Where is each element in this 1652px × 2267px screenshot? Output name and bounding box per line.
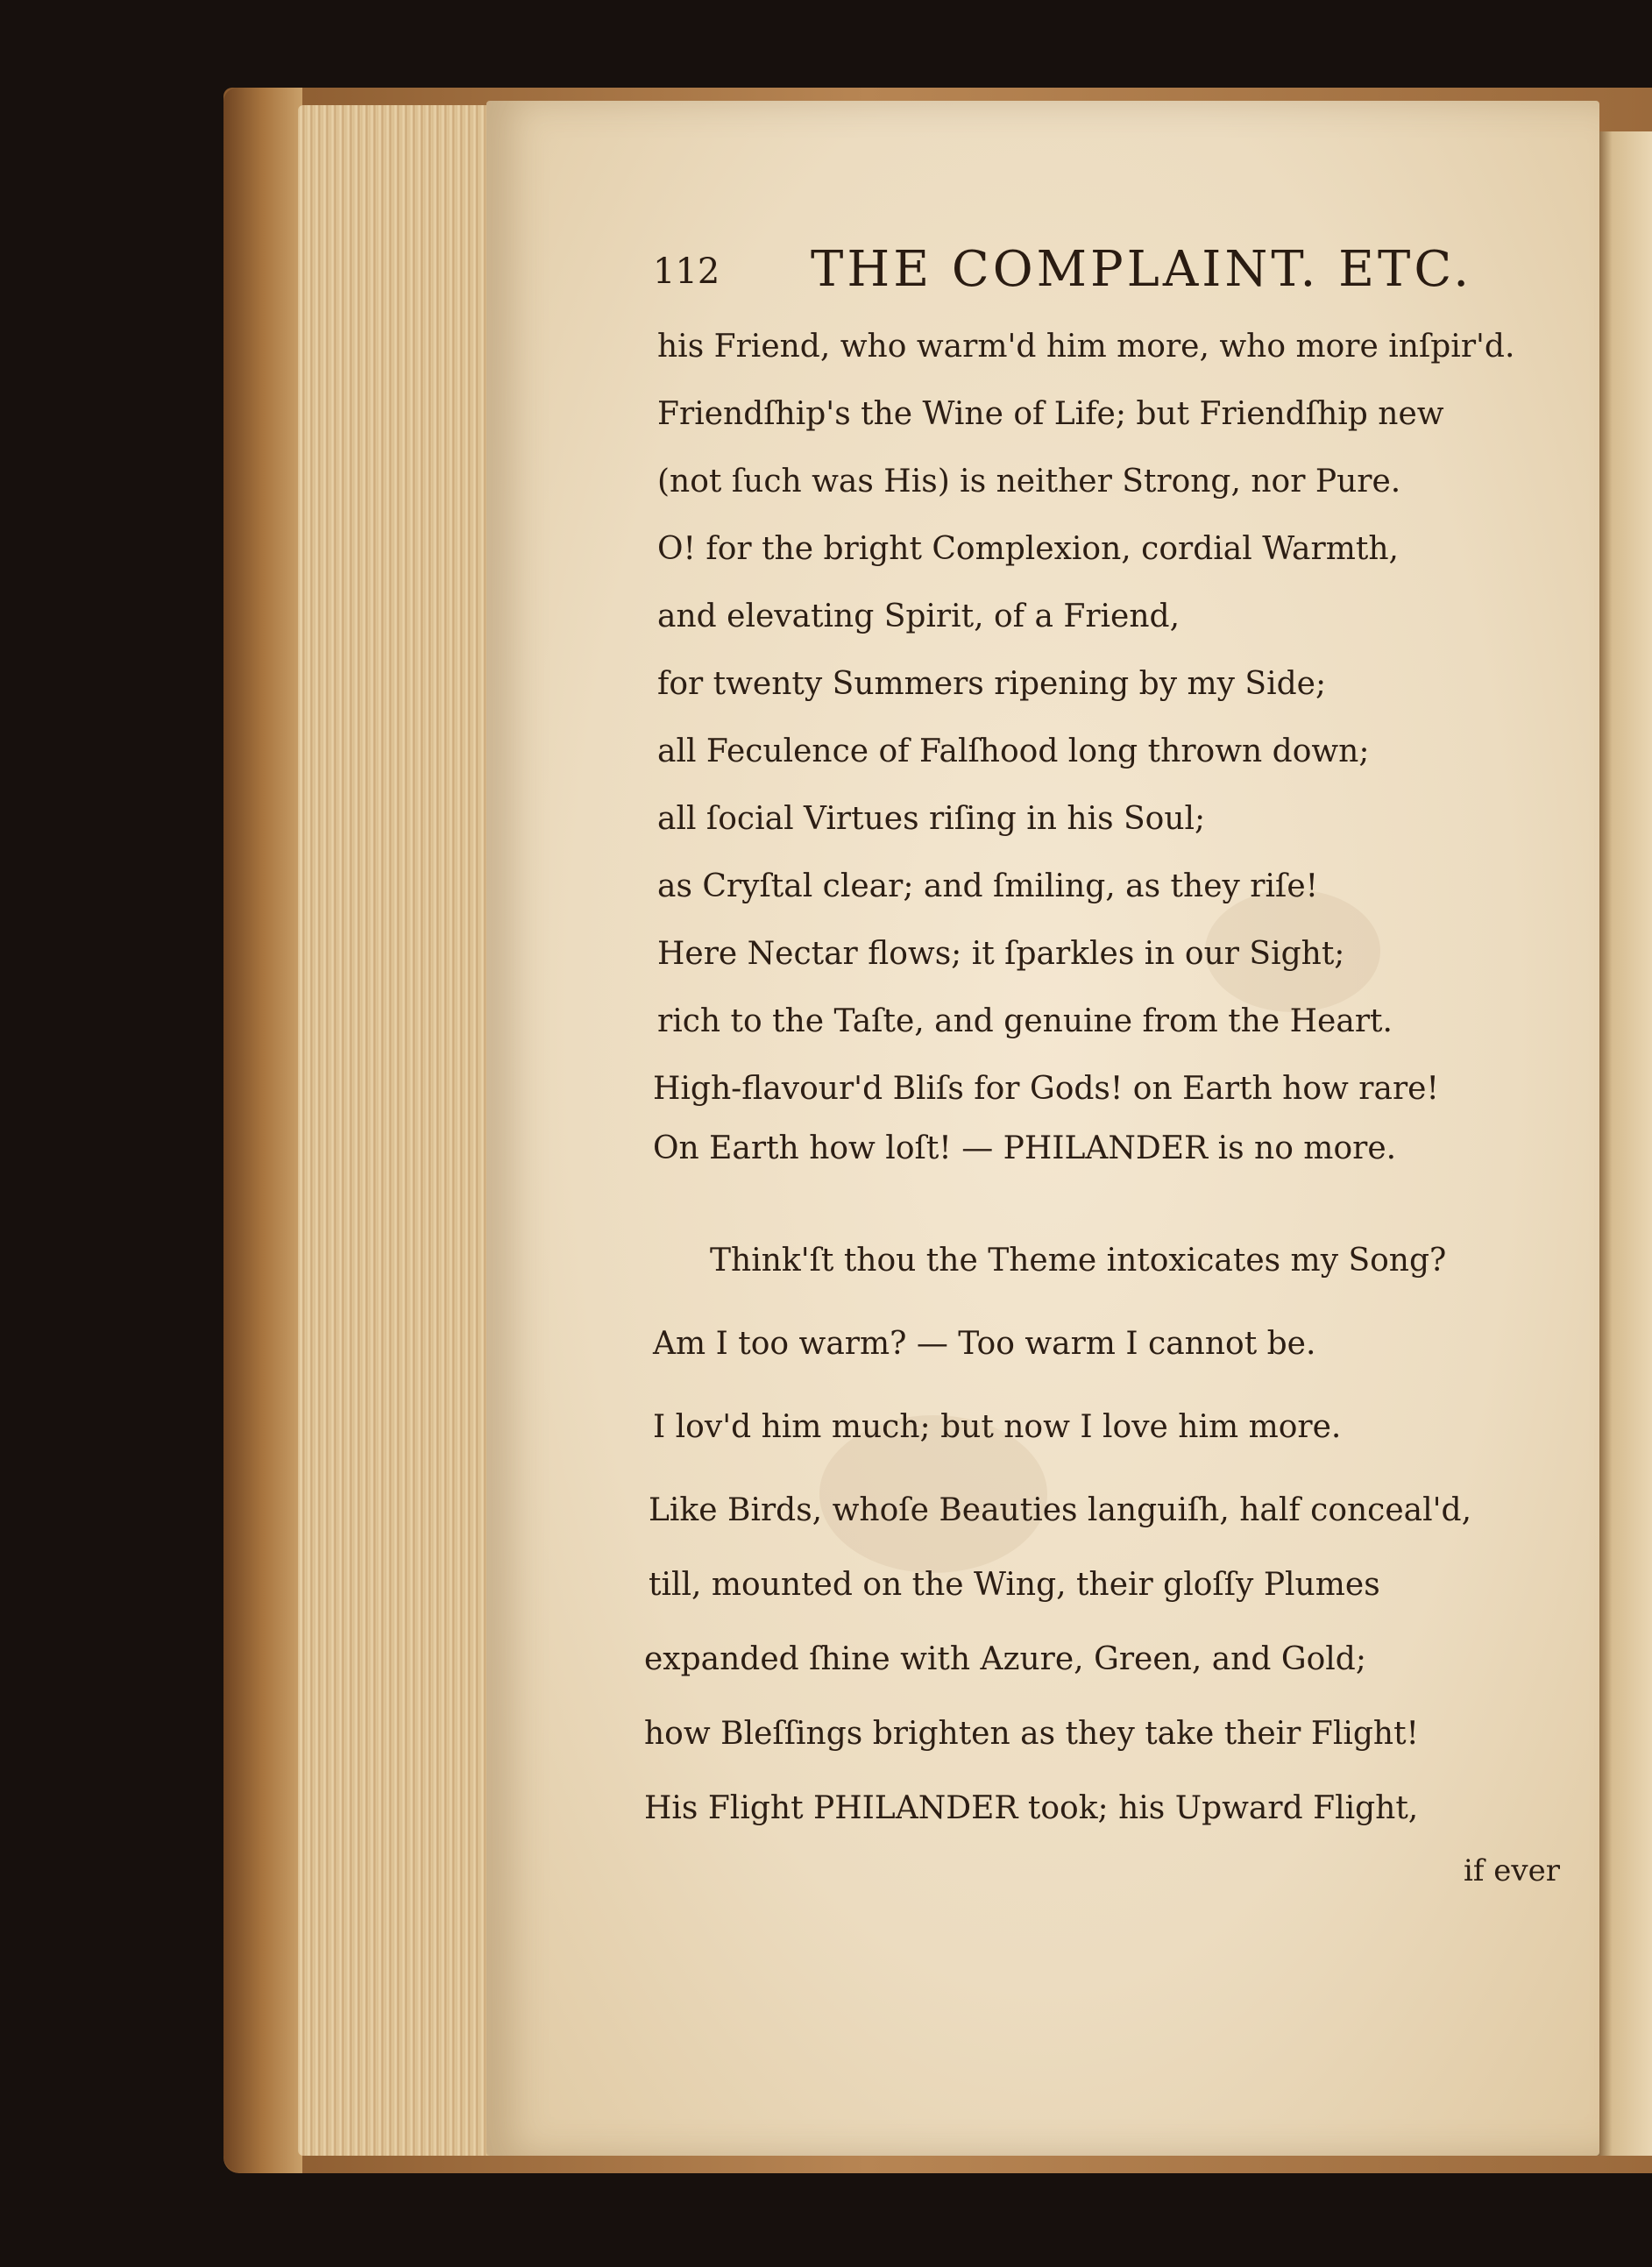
verse-line: and elevating Spirit, of a Friend, bbox=[657, 599, 1181, 634]
verse-line: till, mounted on the Wing, their gloſſy Plumes bbox=[649, 1567, 1380, 1603]
page-header bbox=[653, 241, 1529, 311]
verse-line: Think'ſt thou the Theme intoxicates my Song? bbox=[710, 1243, 1447, 1279]
verse-line: O! for the bright Complexion, cordial Warmth, bbox=[657, 531, 1399, 567]
page-number: 112 bbox=[653, 251, 720, 292]
verse-line: (not ſuch was His) is neither Strong, nor Pure. bbox=[657, 464, 1401, 499]
verse-line: how Bleſſings brighten as they take their Flight! bbox=[644, 1716, 1420, 1752]
facing-page-edge bbox=[1595, 131, 1652, 2156]
catchword: if ever bbox=[1464, 1853, 1560, 1888]
verse-line: On Earth how loſt! — PHILANDER is no more. bbox=[653, 1130, 1397, 1166]
verse-line: rich to the Taſte, and genuine from the Heart. bbox=[657, 1003, 1393, 1039]
verse-line: all ſocial Virtues riſing in his Soul; bbox=[657, 801, 1206, 837]
book-spine-edge bbox=[223, 88, 302, 2173]
verse-line: Like Birds, whoſe Beauties languiſh, half conceal'd, bbox=[649, 1492, 1472, 1528]
verse-line: His Flight PHILANDER took; his Upward Flight, bbox=[644, 1790, 1419, 1826]
page-stack-edge bbox=[298, 105, 508, 2156]
verse-line: expanded ſhine with Azure, Green, and Gold; bbox=[644, 1641, 1366, 1677]
verse-line: Friendſhip's the Wine of Life; but Friendſhip new bbox=[657, 396, 1444, 432]
verse-line: for twenty Summers ripening by my Side; bbox=[657, 666, 1327, 702]
verse-line: as Cryſtal clear; and ſmiling, as they riſe! bbox=[657, 868, 1319, 904]
verse-line: I lov'd him much; but now I love him more. bbox=[653, 1409, 1342, 1445]
verse-line: Here Nectar flows; it ſparkles in our Sight; bbox=[657, 936, 1345, 972]
verse-line: High-flavour'd Bliſs for Gods! on Earth how rare! bbox=[653, 1071, 1439, 1107]
verse-line: all Feculence of Falſhood long thrown down; bbox=[657, 733, 1370, 769]
running-title: THE COMPLAINT. ETC. bbox=[811, 241, 1472, 298]
verse-line: his Friend, who warm'd him more, who more inſpir'd. bbox=[657, 329, 1515, 365]
verse-line: Am I too warm? — Too warm I cannot be. bbox=[653, 1326, 1316, 1362]
